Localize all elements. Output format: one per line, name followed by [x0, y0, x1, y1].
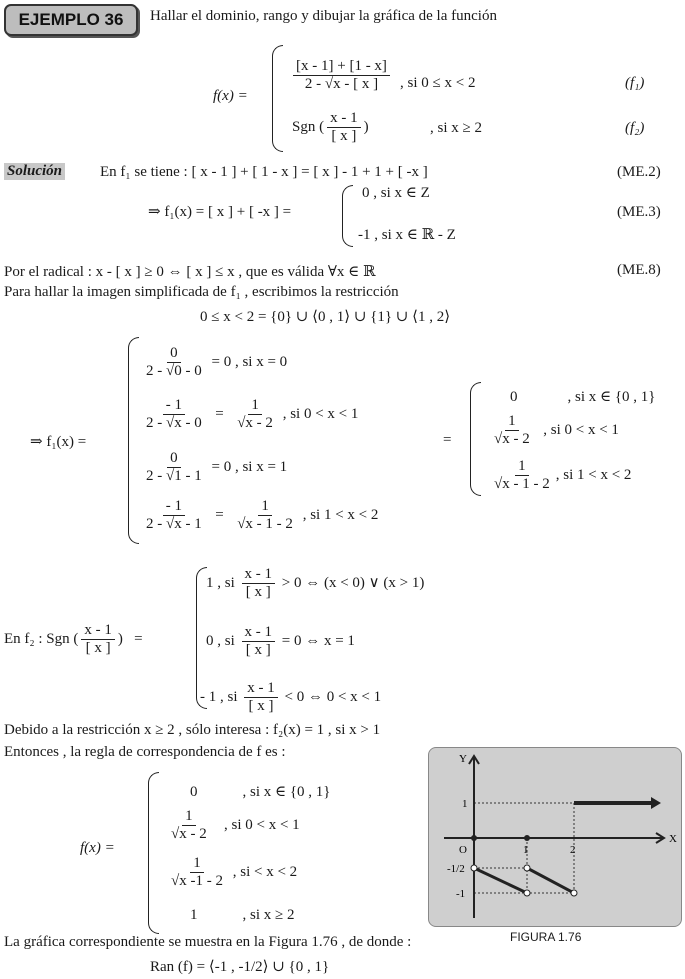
- conclusion-line1: Debido a la restricción x ≥ 2 , sólo interesa : f₂(x) = 1 , si x > 1: [4, 722, 381, 738]
- y-axis-label: Y: [459, 753, 467, 765]
- simp-row-cond: , si 0 < x < 1: [282, 405, 359, 422]
- tick-x1: 1: [523, 844, 529, 856]
- tick-x2: 2: [570, 844, 576, 856]
- def-row2-cond: , si x ≥ 2: [430, 120, 482, 136]
- solution-line2: ⇒ f₁(x) = [ x ] + [ -x ] =: [148, 204, 292, 220]
- case-a: 0 , si x ∈ Z: [362, 185, 430, 201]
- simp-row-fraction: $\frac{- 1}{2 - √x - 1}$: [146, 498, 202, 532]
- tick-y1: 1: [462, 798, 468, 810]
- sgn-label: Sgn: [292, 118, 316, 135]
- simp-row-cond: = 0 , si x = 0: [211, 353, 288, 370]
- def-lhs: f(x) =: [213, 88, 248, 104]
- final-brace: [148, 772, 159, 934]
- example-badge: EJEMPLO 36: [4, 4, 138, 36]
- def-row1-cond: , si 0 ≤ x < 2: [400, 75, 476, 91]
- simp-row-fraction: $\frac{0}{2 - √0 - 0}$: [146, 345, 202, 379]
- simp-row-fraction: $\frac{0}{2 - √1 - 1}$: [146, 450, 202, 484]
- range-result: Ran (f) = ⟨-1 , -1/2⟩ ∪ {0 , 1}: [150, 959, 330, 975]
- tick-y-half: -1/2: [447, 863, 465, 875]
- solution-line3: Por el radical : x - [ x ] ≥ 0 ⇔ [ x ] ≤ x , que es válida ∀x ∈ ℝ: [4, 264, 376, 280]
- origin-label: O: [459, 844, 467, 856]
- cases-brace: [342, 185, 353, 247]
- figure-graph: [428, 747, 682, 927]
- x-axis-label: X: [669, 833, 677, 845]
- def-row1-fraction: $\frac{[x - 1] + [1 - x]}{2 - √x - [ x ]}$: [293, 58, 390, 93]
- tag-me8: (ME.8): [617, 262, 661, 278]
- def-row1-tag: (f₁): [625, 75, 645, 91]
- footer-line1: La gráfica correspondiente se muestra en la Figura 1.76 , de donde :: [4, 934, 412, 950]
- textbook-page: EJEMPLO 36 Hallar el dominio, rango y dibujar la gráfica de la función f(x) = $\frac{[x - 1] + [1 - x]}{2 - √x - [ x ]}$ , si 0 ≤ x < 2 (f₁) Sgn ( $\frac{x - 1}{[ x ]}$ ) , si x ≥ 2 (f₂) Solución En f₁ se tiene : [ x - 1 ] + [ 1 - x ] = [ x ] - 1 + 1 + [ -x ] (ME.2) ⇒ f₁(x) = [ x ] + [ -x ] = 0 , si x ∈ Z -1 , si x ∈ ℝ - Z (ME.3) Por el radical : x - [ x ] ≥ 0 ⇔ [ x ] ≤ x , que es válida ∀x ∈ ℝ (ME.8) Para hallar la imagen simplificada de f₁ , escribimos la restricción 0 ≤ x < 2 = {0} ∪ ⟨0 , 1⟩ ∪ {1} ∪ ⟨1 , 2⟩ ⇒ f₁(x) = $\frac{0}{2 - √0 - 0}$ = 0 , si x = 0 $\frac{- 1}{2 - √x - 0}$ = $\frac{1}{√x - 2}$ , si 0 < x < 1 $\frac{0}{2 - √1 - 1}$ = 0 , si x = 1 $\frac{- 1}{2 - √x - 1}$ = $\frac{1}{√x - 1 - 2}$ , si 1 < x < 2 = 0 , si x ∈ {0 , 1} $\frac{1}{√x - 2}$ , si 0 < x < 1 $\frac{1}{√x - 1 - 2}$ , si 1 < x < 2 En f₂ : Sgn ( $\frac{x - 1}{[ x ]}$ ) = 1 , si $\frac{x - 1}{[ x ]}$ > 0 ⇔ (x < 0) ∨ (x > 1) 0 , si $\frac{x - 1}{[ x ]}$ = 0 ⇔ x = 1 - 1 , si $\frac{x - 1}{[ x ]}$ < 0 ⇔ 0 < x < 1 Debido a la restricción x ≥ 2 , sólo interesa : f₂(x) = 1 , si x > 1 Entonces , la regla de correspondencia de f es : f(x) = 0 , si x ∈ {0 , 1} $\frac{1}{√x - 2}$ , si 0 < x < 1 $\frac{1}{√x -1 - 2}$ , si < x < 2 1 , si x ≥ 2 Y X O 1 2 1 -1/2 -1 FIGURA 1.76 La gráfica correspondiente se muestra en la Figura 1.76 , de donde : Ran (f) = ⟨-1 , -1/2⟩ ∪ {0 , 1}: [0, 0, 685, 979]
- def-row2-fraction: $\frac{x - 1}{[ x ]}$: [327, 110, 361, 145]
- simp-lhs: ⇒ f₁(x) =: [30, 434, 87, 450]
- problem-statement: Hallar el dominio, rango y dibujar la gráfica de la función: [150, 8, 497, 24]
- simp-row-fraction: $\frac{- 1}{2 - √x - 0}$: [146, 397, 202, 431]
- case-b: -1 , si x ∈ ℝ - Z: [358, 227, 456, 243]
- solution-line4: Para hallar la imagen simplificada de f₁ , escribimos la restricción: [4, 284, 399, 300]
- tag-me3: (ME.3): [617, 204, 661, 220]
- simp-row-cond: = 0 , si x = 1: [211, 458, 288, 475]
- solution-line1: En f₁ se tiene : [ x - 1 ] + [ 1 - x ] = [ x ] - 1 + 1 + [ -x ]: [100, 164, 428, 180]
- def-row2-tag: (f₂): [625, 120, 645, 136]
- f2-lhs: En f₂ : Sgn: [4, 630, 70, 647]
- conclusion-line2: Entonces , la regla de correspondencia de f es :: [4, 744, 286, 760]
- figure-caption: FIGURA 1.76: [510, 930, 582, 944]
- simp-brace: [128, 337, 139, 544]
- final-lhs: f(x) =: [80, 840, 115, 856]
- simp-eq: =: [443, 432, 452, 448]
- simp-row-cond: , si 1 < x < 2: [302, 506, 379, 523]
- tick-y-minus1: -1: [456, 888, 466, 900]
- tag-me2: (ME.2): [617, 164, 661, 180]
- solution-label: Solución: [4, 163, 65, 180]
- solution-line5: 0 ≤ x < 2 = {0} ∪ ⟨0 , 1⟩ ∪ {1} ∪ ⟨1 , 2⟩: [200, 309, 451, 325]
- def-brace: [272, 45, 283, 152]
- simp-right-brace: [470, 382, 481, 496]
